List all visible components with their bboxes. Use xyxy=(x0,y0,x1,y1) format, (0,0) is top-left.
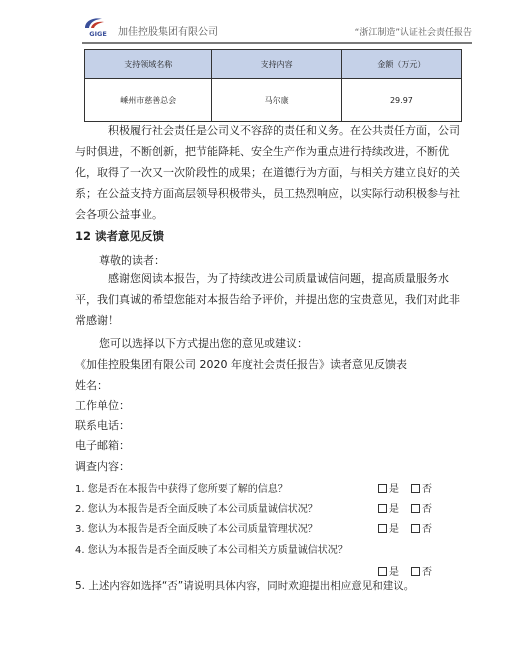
page-header xyxy=(82,14,472,42)
support-table xyxy=(84,49,462,122)
form-title: 《加佳控股集团有限公司 2020 年度社会责任报告》读者意见反馈表 xyxy=(75,358,407,371)
no-label: 否 xyxy=(422,524,432,535)
no-checkbox[interactable] xyxy=(411,484,420,493)
no-checkbox[interactable] xyxy=(411,567,420,576)
question-5-note: 5. 上述内容如选择“否”请说明具体内容，同时欢迎提出相应意见和建议。 xyxy=(75,580,415,592)
yes-checkbox[interactable] xyxy=(378,524,387,533)
table-cell-field: 嵊州市慈善总会 xyxy=(85,79,212,122)
no-checkbox[interactable] xyxy=(411,504,420,513)
yes-checkbox[interactable] xyxy=(378,504,387,513)
question-3-options xyxy=(378,520,432,535)
table-row xyxy=(85,79,462,122)
yes-checkbox[interactable] xyxy=(378,567,387,576)
table-cell-content: 马尔康 xyxy=(212,79,341,122)
yes-label: 是 xyxy=(389,504,399,515)
yes-label: 是 xyxy=(389,484,399,495)
no-label: 否 xyxy=(422,567,432,578)
header-rule xyxy=(82,42,472,44)
table-header-row xyxy=(85,50,462,79)
csr-paragraph: 积极履行社会责任是公司义不容辞的责任和义务。在公共责任方面，公司与时俱进，不断创新，把节能降耗、安全生产作为重点进行持续改进，不断优化，取得了一次又一次阶段性的成果；在道德行为方面，与相关方建立良好的关系；在公益支持方面高层领导积极带头，员工热烈响应，以实际行动积极参与社会各项公益事业。 xyxy=(75,124,460,221)
field-employer: 工作单位： xyxy=(75,399,130,412)
no-label: 否 xyxy=(422,504,432,515)
field-email: 电子邮箱： xyxy=(75,439,130,452)
no-checkbox[interactable] xyxy=(411,524,420,533)
column-header-amount: 金额（万元） xyxy=(341,50,461,79)
yes-label: 是 xyxy=(389,567,399,578)
question-2-options xyxy=(378,500,432,515)
column-header-content: 支持内容 xyxy=(212,50,341,79)
company-logo xyxy=(82,16,114,38)
report-title: “浙江制造”认证社会责任报告 xyxy=(354,28,472,38)
table-cell-amount: 29.97 xyxy=(341,79,461,122)
yes-checkbox[interactable] xyxy=(378,484,387,493)
question-2: 2. 您认为本报告是否全面反映了本公司质量诚信状况？ xyxy=(75,504,318,515)
company-name: 加佳控股集团有限公司 xyxy=(118,27,218,38)
field-survey: 调查内容： xyxy=(75,460,130,473)
thanks-paragraph: 感谢您阅读本报告，为了持续改进公司质量诚信问题，提高质量服务水平，我们真诚的希望您能对本报告给予评价，并提出您的宝贵意见，我们对此非常感谢！ xyxy=(75,272,460,327)
question-1: 1. 您是否在本报告中获得了您所要了解的信息？ xyxy=(75,484,288,495)
question-1-options xyxy=(378,480,432,495)
question-3: 3. 您认为本报告是否全面反映了本公司质量管理状况？ xyxy=(75,524,318,535)
question-4: 4. 您认为本报告是否全面反映了本公司相关方质量诚信状况？ xyxy=(75,545,348,556)
logo-text: GIGE xyxy=(89,30,107,38)
channels-line: 您可以选择以下方式提出您的意见或建议： xyxy=(99,337,308,350)
greeting: 尊敬的读者： xyxy=(99,254,165,267)
field-phone: 联系电话： xyxy=(75,419,130,432)
no-label: 否 xyxy=(422,484,432,495)
field-name: 姓名： xyxy=(75,379,108,392)
column-header-field: 支持领域名称 xyxy=(85,50,212,79)
yes-label: 是 xyxy=(389,524,399,535)
section-title: 12 读者意见反馈 xyxy=(75,229,165,243)
